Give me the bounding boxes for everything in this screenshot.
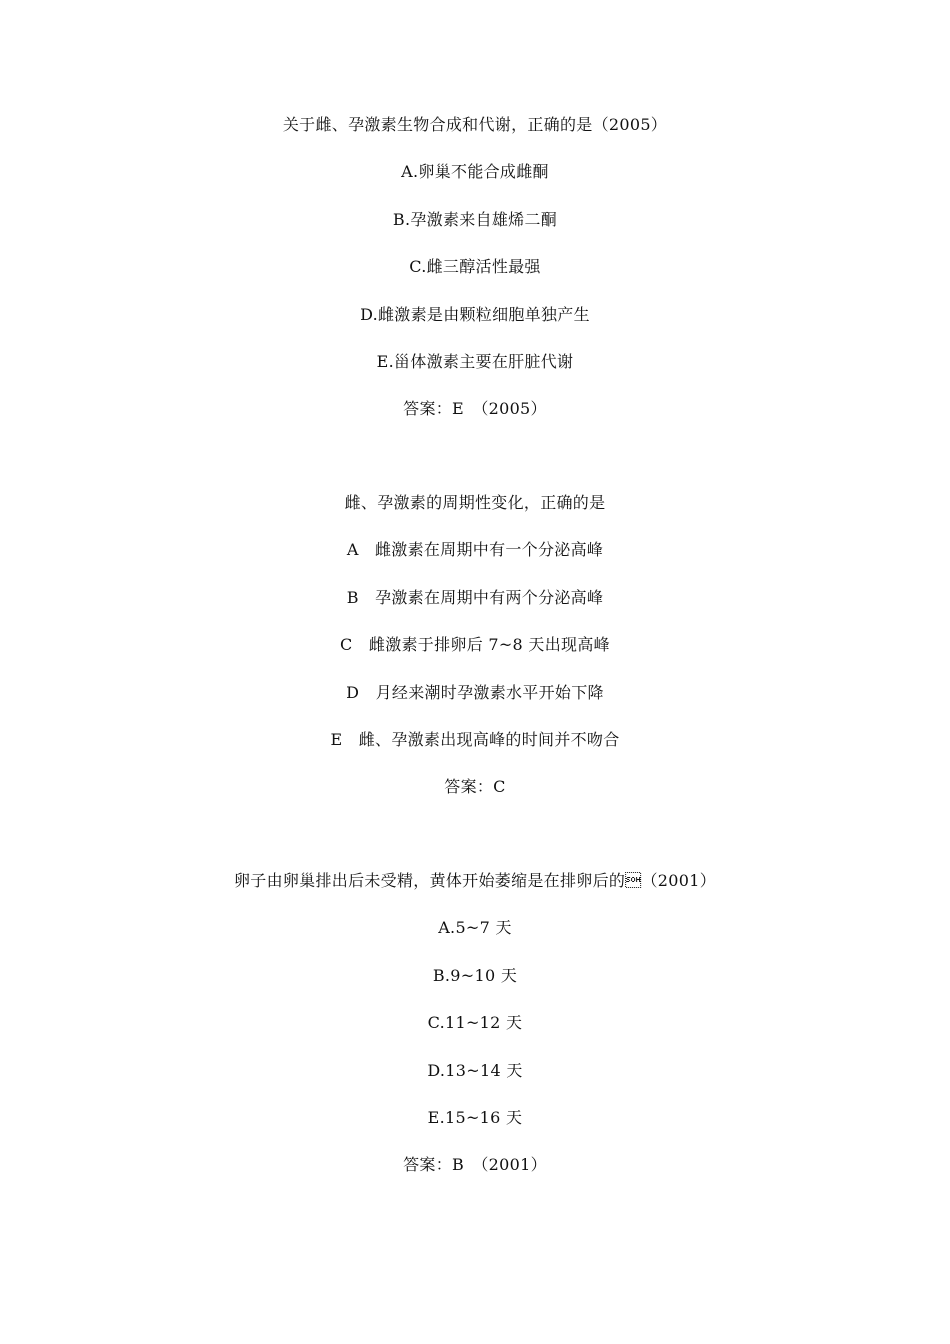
option-c: C.雌三醇活性最强 bbox=[409, 257, 541, 277]
option-c: C.11~12 天 bbox=[427, 1013, 523, 1033]
option-e: E.15~16 天 bbox=[427, 1107, 523, 1127]
option-a: A 雌激素在周期中有一个分泌高峰 bbox=[346, 540, 604, 560]
option-a: A.5~7 天 bbox=[438, 918, 512, 938]
question-stem: 雌、孕激素的周期性变化，正确的是 bbox=[344, 493, 606, 512]
option-b: B.孕激素来自雄烯二酮 bbox=[392, 209, 558, 229]
option-c: C 雌激素于排卵后 7~8 天出现高峰 bbox=[340, 635, 610, 655]
question-3 bbox=[0, 871, 950, 1203]
answer: 答案：E （2005） bbox=[403, 399, 547, 419]
answer: 答案：C bbox=[444, 777, 506, 797]
question-2 bbox=[0, 493, 950, 825]
question-1 bbox=[0, 115, 950, 447]
option-a: A.卵巢不能合成雌酮 bbox=[401, 162, 549, 182]
option-e: E.甾体激素主要在肝脏代谢 bbox=[376, 351, 574, 371]
question-stem: 卵子由卵巢排出后未受精，黄体开始萎缩是在排卵后的（2001） bbox=[233, 871, 717, 890]
question-stem: 关于雌、孕激素生物合成和代谢，正确的是（2005） bbox=[282, 115, 668, 134]
option-b: B 孕激素在周期中有两个分泌高峰 bbox=[346, 587, 604, 607]
option-e: E 雌、孕激素出现高峰的时间并不吻合 bbox=[330, 729, 620, 749]
option-d: D.雌激素是由颗粒细胞单独产生 bbox=[360, 304, 590, 324]
option-b: B.9~10 天 bbox=[432, 965, 518, 985]
option-d: D.13~14 天 bbox=[427, 1060, 523, 1080]
option-d: D 月经来潮时孕激素水平开始下降 bbox=[346, 682, 604, 702]
answer: 答案：B （2001） bbox=[403, 1155, 547, 1175]
